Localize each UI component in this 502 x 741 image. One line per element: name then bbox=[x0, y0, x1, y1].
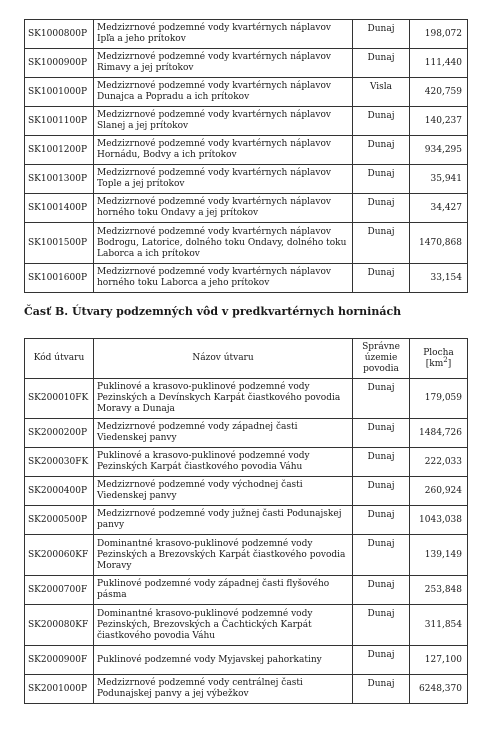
table-row bbox=[25, 107, 468, 136]
water-body-name: Medzizrnové podzemné vody kvartérnych náplavov Dunajca a Popradu a ich prítokov bbox=[94, 78, 353, 107]
river-basin: Dunaj bbox=[353, 49, 410, 78]
area-value: 34,427 bbox=[410, 194, 468, 223]
water-body-code: SK1001600P bbox=[25, 264, 94, 293]
water-body-name: Medzizrnové podzemné vody kvartérnych náplavov horného toku Laborca a jeho prítokov bbox=[94, 264, 353, 293]
river-basin: Dunaj bbox=[353, 264, 410, 293]
water-body-code: SK200010FK bbox=[25, 379, 94, 419]
water-body-code: SK1000800P bbox=[25, 20, 94, 49]
table-row bbox=[25, 448, 468, 477]
water-body-code: SK1001400P bbox=[25, 194, 94, 223]
river-basin: Dunaj bbox=[353, 605, 410, 646]
water-body-name: Puklinové a krasovo-puklinové podzemné vody Pezinských a Devínskych Karpát čiastkového povodia Moravy a Dunaja bbox=[94, 379, 353, 419]
river-basin: Dunaj bbox=[353, 223, 410, 264]
section-b-heading: Časť B. Útvary podzemných vôd v predkvartérnych horninách bbox=[24, 305, 402, 318]
water-body-name: Puklinové podzemné vody západnej časti flyšového pásma bbox=[94, 576, 353, 605]
water-body-code: SK200030FK bbox=[25, 448, 94, 477]
river-basin: Dunaj bbox=[353, 194, 410, 223]
table-row bbox=[25, 477, 468, 506]
water-body-name: Medzizrnové podzemné vody kvartérnych náplavov Hornádu, Bodvy a ich prítokov bbox=[94, 136, 353, 165]
table-header-row bbox=[25, 339, 468, 379]
area-value: 311,854 bbox=[410, 605, 468, 646]
water-body-code: SK1001100P bbox=[25, 107, 94, 136]
river-basin: Dunaj bbox=[353, 535, 410, 576]
water-bodies-table-part-b bbox=[24, 338, 468, 704]
water-body-name: Puklinové a krasovo-puklinové podzemné vody Pezinských Karpát čiastkového povodia Váhu bbox=[94, 448, 353, 477]
river-basin: Dunaj bbox=[353, 20, 410, 49]
water-body-code: SK1001000P bbox=[25, 78, 94, 107]
table-row bbox=[25, 535, 468, 576]
water-body-code: SK2001000P bbox=[25, 675, 94, 704]
water-body-name: Medzizrnové podzemné vody západnej časti Viedenskej panvy bbox=[94, 419, 353, 448]
table-row bbox=[25, 675, 468, 704]
water-body-name: Medzizrnové podzemné vody kvartérnych náplavov Tople a jej prítokov bbox=[94, 165, 353, 194]
water-body-code: SK1001200P bbox=[25, 136, 94, 165]
water-body-code: SK1001300P bbox=[25, 165, 94, 194]
water-body-code: SK2000500P bbox=[25, 506, 94, 535]
table-row bbox=[25, 78, 468, 107]
water-body-name: Medzizrnové podzemné vody južnej časti Podunajskej panvy bbox=[94, 506, 353, 535]
water-body-name: Dominantné krasovo-puklinové podzemné vody Pezinských, Brezovských a Čachtických Karpát čiastkového povodia Váhu bbox=[94, 605, 353, 646]
header-code: Kód útvaru bbox=[25, 339, 94, 379]
header-area-label: Plocha [km bbox=[423, 347, 454, 369]
header-area-superscript: 2 bbox=[443, 355, 448, 364]
water-body-code: SK2000900F bbox=[25, 646, 94, 675]
area-value: 253,848 bbox=[410, 576, 468, 605]
table-row bbox=[25, 194, 468, 223]
header-area-suffix: ] bbox=[447, 358, 452, 369]
water-body-name: Medzizrnové podzemné vody kvartérnych náplavov Rimavy a jej prítokov bbox=[94, 49, 353, 78]
header-name: Názov útvaru bbox=[94, 339, 353, 379]
header-basin: Správne územie povodia bbox=[353, 339, 410, 379]
area-value: 139,149 bbox=[410, 535, 468, 576]
area-value: 1470,868 bbox=[410, 223, 468, 264]
river-basin: Visla bbox=[353, 78, 410, 107]
water-body-code: SK2000400P bbox=[25, 477, 94, 506]
water-body-code: SK200080KF bbox=[25, 605, 94, 646]
area-value: 6248,370 bbox=[410, 675, 468, 704]
table-row bbox=[25, 136, 468, 165]
water-body-code: SK1001500P bbox=[25, 223, 94, 264]
area-value: 420,759 bbox=[410, 78, 468, 107]
table-row bbox=[25, 506, 468, 535]
area-value: 260,924 bbox=[410, 477, 468, 506]
water-body-name: Medzizrnové podzemné vody kvartérnych náplavov Bodrogu, Latorice, dolného toku Ondavy, dolného toku Laborca a ich prítokov bbox=[94, 223, 353, 264]
table-row bbox=[25, 379, 468, 419]
table-row bbox=[25, 223, 468, 264]
area-value: 111,440 bbox=[410, 49, 468, 78]
water-body-name: Medzizrnové podzemné vody kvartérnych náplavov Slanej a jej prítokov bbox=[94, 107, 353, 136]
water-bodies-table-part-a bbox=[24, 19, 468, 293]
area-value: 222,033 bbox=[410, 448, 468, 477]
area-value: 179,059 bbox=[410, 379, 468, 419]
river-basin: Dunaj bbox=[353, 675, 410, 704]
table-row bbox=[25, 419, 468, 448]
area-value: 140,237 bbox=[410, 107, 468, 136]
river-basin: Dunaj bbox=[353, 107, 410, 136]
area-value: 127,100 bbox=[410, 646, 468, 675]
water-body-code: SK1000900P bbox=[25, 49, 94, 78]
water-body-name: Medzizrnové podzemné vody východnej časti Viedenskej panvy bbox=[94, 477, 353, 506]
area-value: 1043,038 bbox=[410, 506, 468, 535]
area-value: 33,154 bbox=[410, 264, 468, 293]
table-row bbox=[25, 576, 468, 605]
area-value: 934,295 bbox=[410, 136, 468, 165]
water-body-name: Medzizrnové podzemné vody kvartérnych náplavov Ipľa a jeho prítokov bbox=[94, 20, 353, 49]
river-basin: Dunaj bbox=[353, 136, 410, 165]
river-basin: Dunaj bbox=[353, 379, 410, 419]
table-row bbox=[25, 49, 468, 78]
river-basin: Dunaj bbox=[353, 576, 410, 605]
water-body-code: SK200060KF bbox=[25, 535, 94, 576]
table-row bbox=[25, 20, 468, 49]
table-row bbox=[25, 165, 468, 194]
area-value: 198,072 bbox=[410, 20, 468, 49]
water-body-name: Puklinové podzemné vody Myjavskej pahorkatiny bbox=[94, 646, 353, 675]
water-body-name: Medzizrnové podzemné vody centrálnej časti Podunajskej panvy a jej výbežkov bbox=[94, 675, 353, 704]
water-body-name: Dominantné krasovo-puklinové podzemné vody Pezinských a Brezovských Karpát čiastkového povodia Moravy bbox=[94, 535, 353, 576]
river-basin: Dunaj bbox=[353, 477, 410, 506]
river-basin: Dunaj bbox=[353, 165, 410, 194]
table-row bbox=[25, 264, 468, 293]
water-body-code: SK2000700F bbox=[25, 576, 94, 605]
area-value: 1484,726 bbox=[410, 419, 468, 448]
river-basin: Dunaj bbox=[353, 448, 410, 477]
area-value: 35,941 bbox=[410, 165, 468, 194]
river-basin: Dunaj bbox=[353, 506, 410, 535]
river-basin: Dunaj bbox=[353, 646, 410, 675]
water-body-code: SK2000200P bbox=[25, 419, 94, 448]
table-row bbox=[25, 646, 468, 675]
header-area bbox=[410, 339, 468, 379]
water-body-name: Medzizrnové podzemné vody kvartérnych náplavov horného toku Ondavy a jej prítokov bbox=[94, 194, 353, 223]
river-basin: Dunaj bbox=[353, 419, 410, 448]
table-row bbox=[25, 605, 468, 646]
